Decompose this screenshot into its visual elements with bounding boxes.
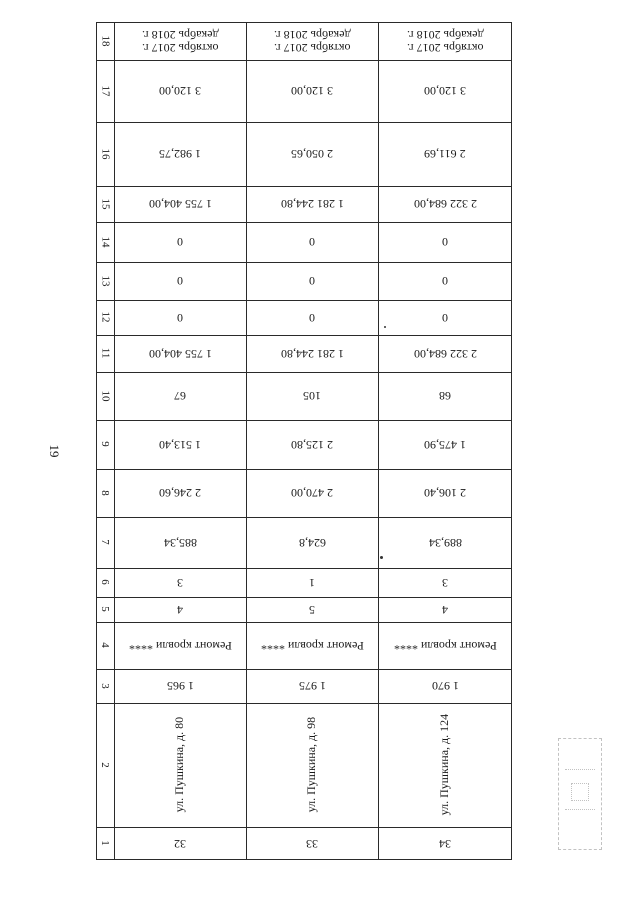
cell-value: Ремонт кровли **** [128,639,232,654]
cell-value: 889,34 [428,536,462,551]
cell-value: 3 120,00 [291,84,333,99]
column-number-18 [96,22,114,60]
cell-value: 67 [174,389,186,404]
cell-value: 4 [177,603,183,618]
column-number-text: 1 [99,840,112,847]
row-3-col-4 [378,622,512,669]
cell-value: 624,8 [298,536,326,551]
cell-value: ул. Пушкина, д. 98 [304,717,319,813]
row-1-col-3 [114,669,246,703]
cell-value: 3 [177,576,183,591]
column-number-2 [96,703,114,827]
row-2-col-9 [246,420,378,469]
cell-value: 1 [309,576,315,591]
row-3-col-14 [378,222,512,262]
column-number-text: 13 [99,275,112,287]
row-2-col-14 [246,222,378,262]
column-number-17 [96,60,114,122]
stamp-mark [571,783,589,801]
column-number-16 [96,122,114,186]
cell-value: 1 513,40 [159,438,201,453]
row-2-col-15 [246,186,378,222]
column-number-15 [96,186,114,222]
cell-value: 3 120,00 [159,84,201,99]
cell-value: 68 [439,389,451,404]
row-3-col-17 [378,60,512,122]
column-number-text: 16 [99,148,112,160]
row-3-col-8 [378,469,512,517]
row-1-col-8 [114,469,246,517]
row-1-col-16 [114,122,246,186]
column-number-text: 10 [99,390,112,402]
cell-value: 1 970 [431,679,459,694]
cell-value: 0 [309,235,315,250]
cell-value: ул. Пушкина, д. 80 [172,717,187,813]
column-number-10 [96,372,114,420]
column-number-text: 6 [99,579,112,586]
row-2-col-18 [246,22,378,60]
cell-value: 2 470,00 [291,486,333,501]
row-3-col-16 [378,122,512,186]
row-3-col-11 [378,335,512,372]
column-number-text: 15 [99,198,112,210]
page-number [44,441,64,461]
row-3-col-18 [378,22,512,60]
speck [384,326,386,328]
row-2-col-8 [246,469,378,517]
column-number-text: 4 [99,642,112,649]
cell-value: 0 [442,274,448,289]
cell-value: 2 611,69 [424,147,466,162]
speck [380,556,383,559]
row-1-col-15 [114,186,246,222]
page-number-text: 19 [47,444,62,458]
period-line: октябрь 2017 г. [273,41,351,56]
column-number-text: 7 [99,539,112,546]
column-number-4 [96,622,114,669]
row-1-col-18 [114,22,246,60]
column-number-14 [96,222,114,262]
row-3-col-1 [378,827,512,860]
column-number-text: 12 [99,312,112,323]
cell-value: 2 125,80 [291,438,333,453]
column-number-13 [96,262,114,300]
row-2-col-7 [246,517,378,568]
column-number-text: 14 [99,236,112,248]
cell-value: 5 [309,603,315,618]
row-1-col-13 [114,262,246,300]
row-2-col-16 [246,122,378,186]
row-2-col-2 [246,703,378,827]
row-2-col-5 [246,597,378,622]
cell-value: 1 755 404,00 [148,347,212,362]
row-1-col-2 [114,703,246,827]
row-1-col-11 [114,335,246,372]
cell-value: 1 475,90 [424,438,466,453]
cell-value: 885,34 [163,536,197,551]
cell-value: Ремонт кровли **** [393,639,497,654]
cell-value: 0 [442,311,448,326]
row-1-col-7 [114,517,246,568]
row-3-col-6 [378,568,512,597]
column-number-11 [96,335,114,372]
cell-value: 2 322 684,00 [413,347,477,362]
cell-value: 1 281 244,80 [280,197,344,212]
period-line: октябрь 2017 г. [406,41,484,56]
row-1-col-14 [114,222,246,262]
cell-value: 1 281 244,80 [280,347,344,362]
cell-value: 4 [442,603,448,618]
column-number-12 [96,300,114,335]
row-2-col-11 [246,335,378,372]
row-2-col-1 [246,827,378,860]
column-number-text: 17 [99,85,112,97]
cell-value: 33 [306,837,318,852]
cell-value: Ремонт кровли **** [260,639,364,654]
row-1-col-5 [114,597,246,622]
period-line: декабрь 2018 г. [406,28,484,42]
cell-value: 2 106,40 [424,486,466,501]
row-2-col-4 [246,622,378,669]
cell-value: 2 050,65 [291,147,333,162]
row-2-col-6 [246,568,378,597]
row-3-col-9 [378,420,512,469]
column-number-9 [96,420,114,469]
cell-value: 0 [309,274,315,289]
column-number-text: 9 [99,441,112,448]
column-number-8 [96,469,114,517]
period-line: декабрь 2018 г. [273,28,351,42]
cell-value: 3 [442,576,448,591]
column-number-text: 8 [99,490,112,496]
row-1-col-6 [114,568,246,597]
row-1-col-10 [114,372,246,420]
period-line: октябрь 2017 г. [141,41,219,56]
cell-value: 3 120,00 [424,84,466,99]
cell-value: 34 [439,837,451,852]
row-2-col-17 [246,60,378,122]
row-3-col-10 [378,372,512,420]
row-2-col-13 [246,262,378,300]
column-number-text: 5 [99,606,112,613]
data-table [96,22,512,860]
column-number-1 [96,827,114,860]
cell-value: 1 982,75 [159,147,201,162]
row-3-col-12 [378,300,512,335]
cell-value: 105 [303,389,321,404]
cell-value: 1 755 404,00 [148,197,212,212]
row-1-col-12 [114,300,246,335]
row-3-col-15 [378,186,512,222]
cell-value: 0 [177,311,183,326]
column-number-text: 2 [99,762,112,768]
row-1-col-1 [114,827,246,860]
row-1-col-9 [114,420,246,469]
row-2-col-12 [246,300,378,335]
column-number-text: 18 [99,35,112,47]
cell-value: 0 [309,311,315,326]
row-3-col-5 [378,597,512,622]
row-3-col-3 [378,669,512,703]
cell-value: ул. Пушкина, д. 124 [437,714,452,816]
cell-value: 0 [177,235,183,250]
column-number-text: 11 [99,348,112,359]
period-line: декабрь 2018 г. [141,28,219,42]
cell-value: 0 [177,274,183,289]
cell-value: 0 [442,235,448,250]
row-1-col-4 [114,622,246,669]
cell-value: 1 975 [298,679,326,694]
row-2-col-10 [246,372,378,420]
row-3-col-7 [378,517,512,568]
column-number-3 [96,669,114,703]
row-3-col-13 [378,262,512,300]
column-number-5 [96,597,114,622]
cell-value: 2 322 684,00 [413,197,477,212]
cell-value: 32 [174,837,186,852]
row-2-col-3 [246,669,378,703]
cell-value: 1 965 [166,679,194,694]
faint-stamp [558,738,602,850]
row-1-col-17 [114,60,246,122]
row-3-col-2 [378,703,512,827]
column-number-text: 3 [99,683,112,689]
column-number-7 [96,517,114,568]
column-number-6 [96,568,114,597]
cell-value: 2 246,60 [159,486,201,501]
